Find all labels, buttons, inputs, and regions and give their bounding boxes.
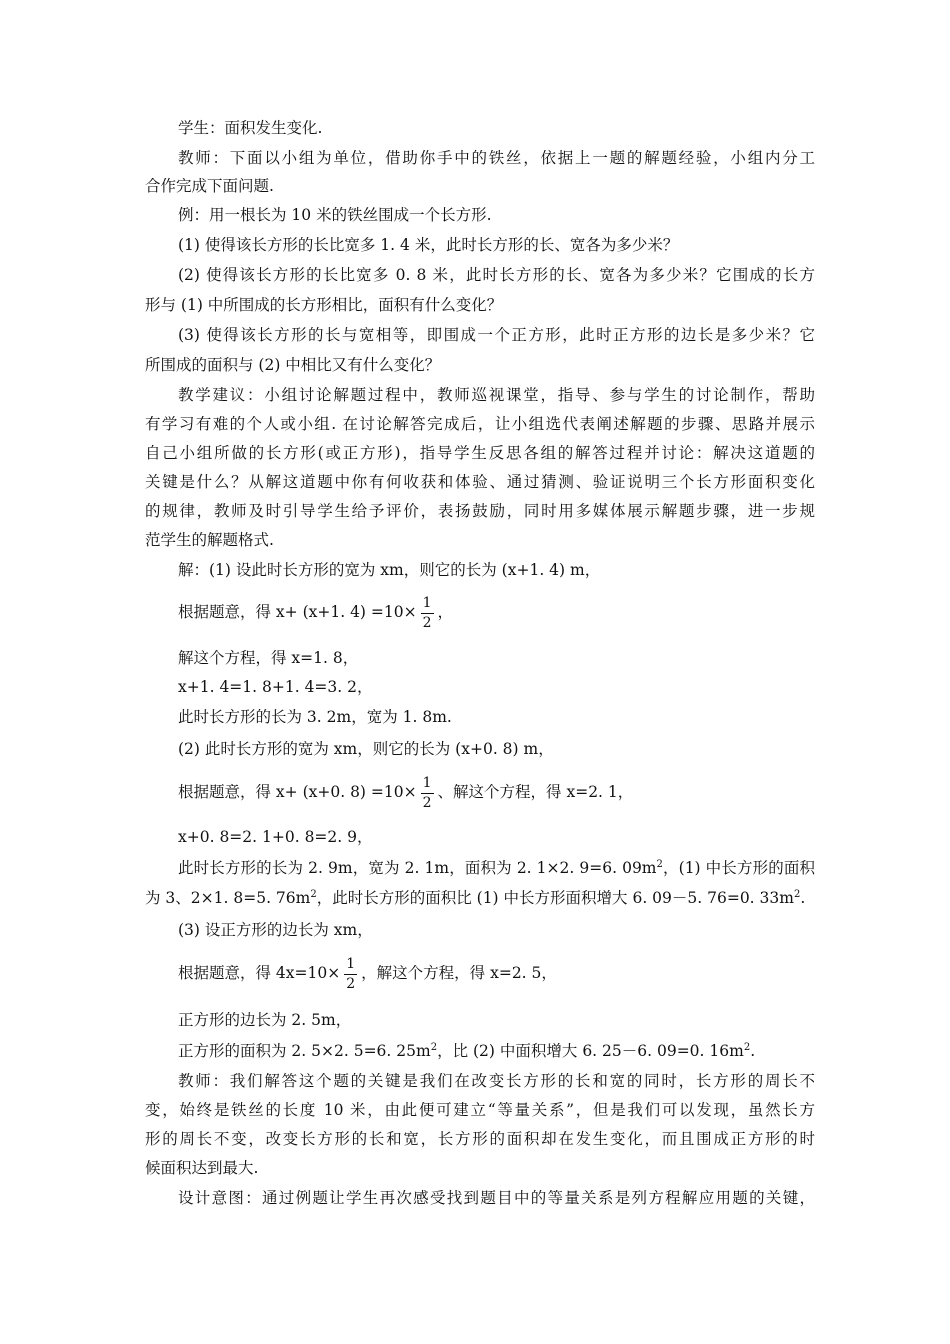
superscript: 2: [430, 1041, 438, 1053]
example-question-3: (3) 使得该长方形的长与宽相等，即围成一个正方形，此时正方形的边长是多少米？它: [178, 326, 815, 344]
teaching-advice-line: 范学生的解题格式.: [145, 531, 274, 549]
solution-2-setup: (2) 此时长方形的宽为 xm，则它的长为 (x+0. 8) m，: [178, 740, 554, 758]
superscript: 2: [656, 858, 663, 870]
solution-2-compare: [145, 888, 815, 908]
teacher-summary: 教师：我们解答这个题的关键是我们在改变长方形的长和宽的同时，长方形的周长不: [178, 1072, 815, 1090]
fraction-numerator: 1: [421, 595, 434, 614]
fraction-numerator: 1: [344, 956, 357, 975]
area-text: ，(1) 中长方形的面积: [662, 859, 815, 877]
solution-2-area: [178, 858, 815, 878]
teacher-summary-line: 候面积达到最大.: [145, 1159, 259, 1177]
example-question-3-cont: 所围成的面积与 (2) 中相比又有什么变化？: [145, 356, 441, 374]
fraction-numerator: 1: [421, 775, 434, 794]
equation-text: 根据题意，得 x+ (x+1. 4) =10×: [178, 603, 417, 621]
area-text: ，比 (2) 中面积增大 6. 25－6. 09=0. 16m: [437, 1042, 744, 1060]
superscript: 2: [743, 1041, 751, 1053]
fraction-one-half: [421, 595, 434, 632]
fraction-one-half: [344, 956, 357, 993]
solution-3-side: 正方形的边长为 2. 5m，: [178, 1011, 352, 1029]
equation-text: 、解这个方程，得 x=2. 1，: [437, 783, 634, 801]
solution-3-area: [178, 1041, 815, 1061]
superscript: 2: [310, 888, 317, 900]
para-teacher-intro: 教师：下面以小组为单位，借助你手中的铁丝，依据上一题的解题经验，小组内分工: [178, 149, 815, 167]
area-text: 正方形的面积为 2. 5×2. 5=6. 25m: [178, 1042, 431, 1060]
solution-3-setup: (3) 设正方形的边长为 xm，: [178, 921, 373, 939]
compare-text: 为 3、2×1. 8=5. 76m: [145, 889, 311, 907]
equation-text: 根据题意，得 x+ (x+0. 8) =10×: [178, 783, 417, 801]
teaching-advice-line: 关键是什么？从解这道题中你有何收获和体验、通过猜测、验证说明三个长方形面积变化: [145, 473, 815, 491]
teacher-summary-line: 变，始终是铁丝的长度 10 米，由此便可建立“等量关系”，但是我们可以发现，虽然长方: [145, 1101, 815, 1119]
solution-1-setup: 解：(1) 设此时长方形的宽为 xm，则它的长为 (x+1. 4) m，: [178, 561, 601, 579]
fraction-one-half: [421, 775, 434, 812]
compare-text: ，此时长方形的面积比 (1) 中长方形面积增大 6. 09－5. 76=0. 33m: [316, 889, 794, 907]
teaching-advice-line: 自己小组所做的长方形(或正方形)，指导学生反思各组的解答过程并讨论：解决这道题的: [145, 444, 815, 462]
solution-1-length: x+1. 4=1. 8+1. 4=3. 2，: [178, 678, 373, 696]
teaching-advice-line: 的规律，教师及时引导学生给予评价，表扬鼓励，同时用多媒体展示解题步骤，进一步规: [145, 502, 815, 520]
solution-2-length: x+0. 8=2. 1+0. 8=2. 9，: [178, 828, 373, 846]
solution-3-equation: [178, 953, 815, 993]
para-student-answer: 学生：面积发生变化.: [178, 119, 323, 137]
equation-text: 根据题意，得 4x=10×: [178, 964, 341, 982]
fraction-denominator: 2: [422, 614, 432, 631]
fraction-denominator: 2: [346, 975, 356, 992]
fraction-denominator: 2: [422, 794, 432, 811]
teaching-advice-line: 有学习有难的个人或小组. 在讨论解答完成后，让小组选代表阐述解题的步骤、思路并展示: [145, 415, 815, 433]
equation-text: ，解这个方程，得 x=2. 5，: [361, 964, 557, 982]
area-text: 此时长方形的长为 2. 9m，宽为 2. 1m，面积为 2. 1×2. 9=6. 09m: [178, 859, 657, 877]
solution-2-equation: [178, 772, 815, 812]
superscript: 2: [793, 888, 801, 900]
solution-1-equation: [178, 592, 815, 632]
example-question-2: (2) 使得该长方形的长比宽多 0. 8 米，此时长方形的长、宽各为多少米？它围成的长方: [178, 266, 815, 284]
solution-1-result: 此时长方形的长为 3. 2m，宽为 1. 8m.: [178, 708, 452, 726]
para-teacher-intro-cont: 合作完成下面问题.: [145, 177, 274, 195]
compare-text: .: [800, 889, 806, 907]
design-intent: 设计意图：通过例题让学生再次感受找到题目中的等量关系是列方程解应用题的关键，: [178, 1189, 815, 1207]
solution-1-solve: 解这个方程，得 x=1. 8，: [178, 649, 359, 667]
example-question-2-cont: 形与 (1) 中所围成的长方形相比，面积有什么变化？: [145, 296, 503, 314]
area-text: .: [750, 1042, 756, 1060]
example-question-1: (1) 使得该长方形的长比宽多 1. 4 米，此时长方形的长、宽各为多少米？: [178, 236, 679, 254]
example-title: 例：用一根长为 10 米的铁丝围成一个长方形.: [178, 206, 492, 224]
teaching-advice: 教学建议：小组讨论解题过程中，教师巡视课堂，指导、参与学生的讨论制作，帮助: [178, 386, 815, 404]
teacher-summary-line: 形的周长不变，改变长方形的长和宽，长方形的面积却在发生变化，而且围成正方形的时: [145, 1130, 815, 1148]
equation-text: ，: [437, 603, 454, 621]
